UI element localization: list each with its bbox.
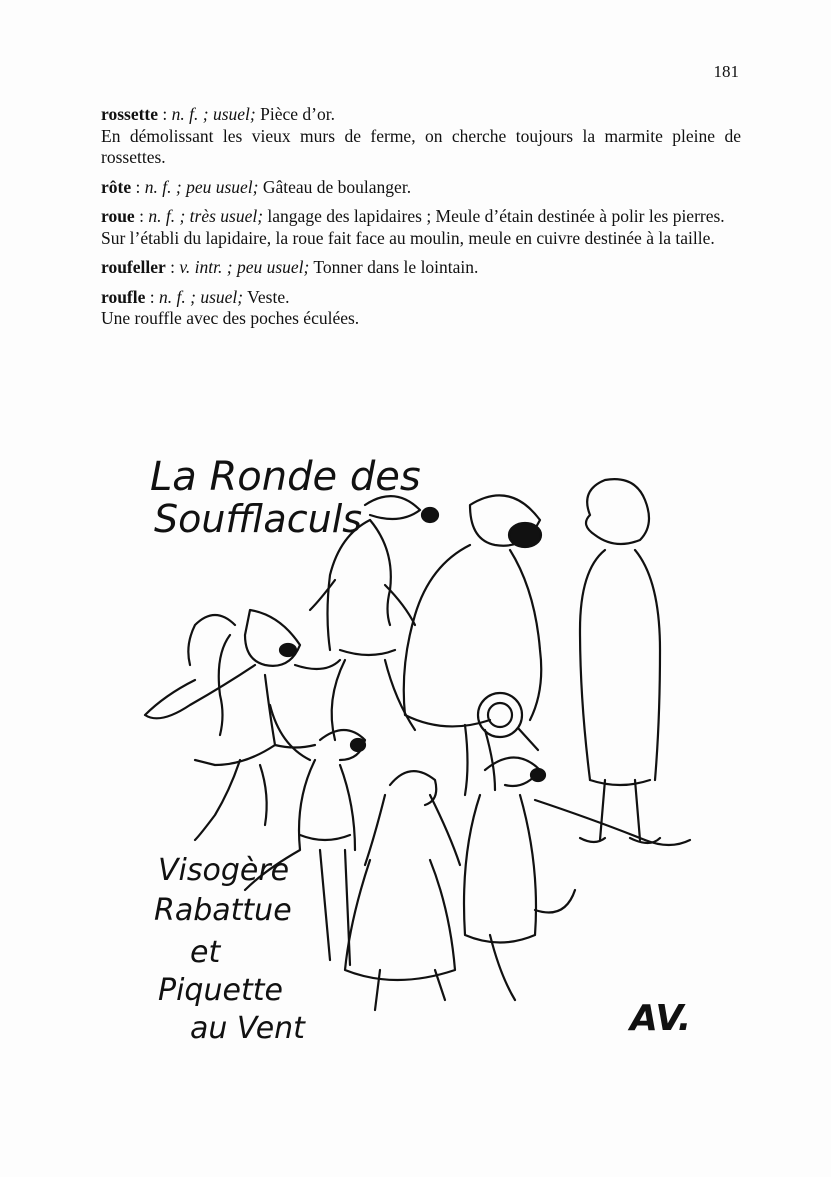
grammar: v. intr. ; peu usuel; [179,257,310,277]
illustration-title-line2: Soufflaculs [154,497,363,541]
figure-dancer-right [464,758,690,1001]
caption-line1: Visogère [158,853,290,888]
illustration-ronde [140,440,720,1050]
figure-hooded-man [404,495,542,795]
grammar: n. f. ; usuel; [159,286,244,307]
entry-line [101,104,741,126]
definition: langage des lapidaires ; Meule d’étain destinée à polir les pierres. [263,206,725,226]
separator: : [158,104,172,124]
example: Sur l’établi du lapidaire, la roue fait face au moulin, meule en cuivre destinée à la taille. [101,227,715,248]
definition: Veste. [243,286,290,307]
dictionary-entries [101,104,741,338]
figure-dancer-center [345,771,460,1010]
entry-roue [101,206,741,249]
separator: : [145,286,160,307]
example: En démolissant les vieux murs de ferme, on cherche toujours la marmite pleine de rossettes. [101,125,741,167]
figure-standing-woman [580,479,660,843]
entry-rote [101,177,741,199]
ink-drawing [140,440,720,1050]
caption-line2: Rabattue [154,893,292,928]
separator: : [165,257,180,277]
caption-line5: au Vent [190,1011,305,1046]
definition: Pièce d’or. [255,104,335,124]
figure-girl-left [145,610,340,840]
headword: roufeller [101,257,166,277]
illustration-title-line1: La Ronde des [150,454,421,500]
headword: roue [101,206,135,226]
entry-line [101,257,741,279]
grammar: n. f. ; usuel; [171,104,256,124]
entry-line [101,177,741,199]
headword: rôte [101,176,132,197]
example: Une rouffle avec des poches éculées. [101,308,360,328]
headword: rossette [101,104,159,124]
separator: : [134,206,149,226]
artist-signature: AV. [630,998,692,1039]
entry-roufeller [101,257,741,279]
definition: Gâteau de boulanger. [258,176,412,197]
grammar: n. f. ; peu usuel; [144,176,259,197]
entry-line [101,206,741,228]
separator: : [131,176,145,197]
caption-line4: Piquette [158,973,283,1008]
entry-rossette [101,104,741,169]
caption-line3: et [190,935,221,970]
headword: roufle [101,286,146,307]
entry-line [101,287,741,309]
entry-roufle [101,287,741,330]
page-number: 181 [713,62,739,81]
grammar: n. f. ; très usuel; [148,206,264,226]
definition: Tonner dans le lointain. [309,257,479,277]
